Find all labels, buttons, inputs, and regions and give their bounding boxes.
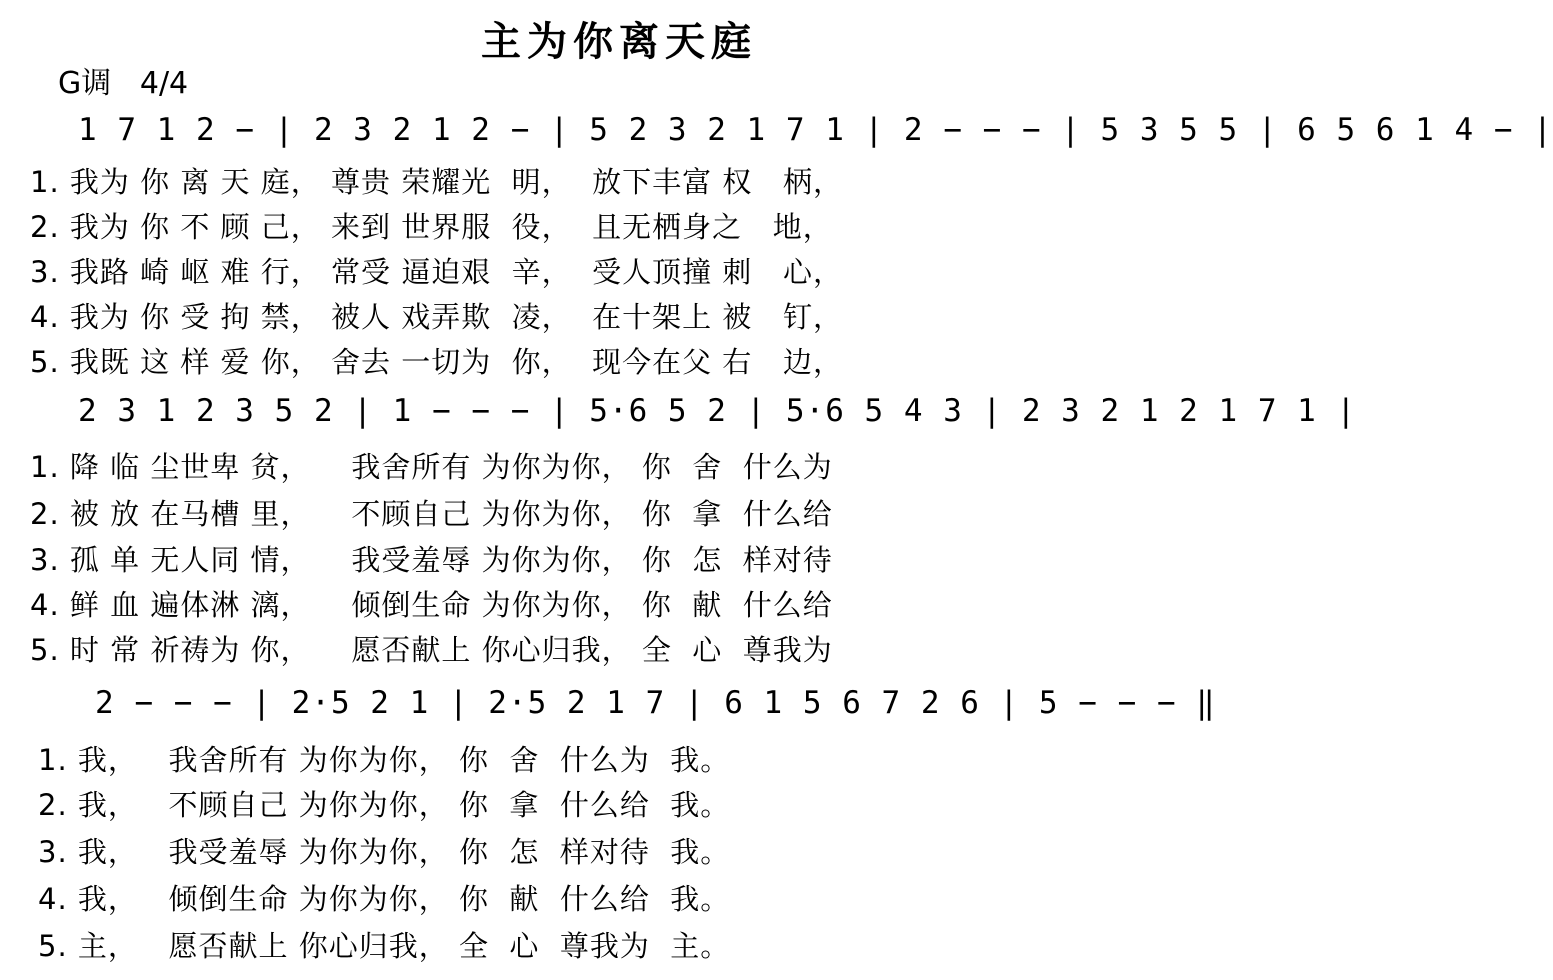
lyric-line: 1. 我， 我舍所有 为你为你， 你 舍 什么为 我。 — [38, 743, 731, 777]
notation-line-2: 2 3 1 2 3 5 2 | 1 − − − | 5·6 5 2 | 5·6 5 4 3 | 2 3 2 1 2 1 7 1 | — [78, 393, 1357, 429]
notation-line-1: 1 7 1 2 − | 2 3 2 1 2 − | 5 2 3 2 1 7 1 | 2 − − − | 5 3 5 5 | 6 5 6 1 4 − | — [78, 112, 1553, 148]
lyric-line: 3. 孤 单 无人同 情， 我受羞辱 为你为你， 你 怎 样对待 — [30, 543, 833, 577]
lyric-line: 4. 鲜 血 遍体淋 漓， 倾倒生命 为你为你， 你 献 什么给 — [30, 588, 833, 622]
notation-line-3: 2 − − − | 2·5 2 1 | 2·5 2 1 7 | 6 1 5 6 7 2 6 | 5 − − − ‖ — [95, 685, 1216, 721]
lyric-line: 3. 我， 我受羞辱 为你为你， 你 怎 样对待 我。 — [38, 835, 731, 869]
lyric-line: 2. 被 放 在马槽 里， 不顾自己 为你为你， 你 拿 什么给 — [30, 497, 833, 531]
lyric-line: 4. 我， 倾倒生命 为你为你， 你 献 什么给 我。 — [38, 882, 731, 916]
lyric-line: 5. 主， 愿否献上 你心归我， 全 心 尊我为 主。 — [38, 929, 731, 963]
lyric-line: 5. 时 常 祈祷为 你， 愿否献上 你心归我， 全 心 尊我为 — [30, 633, 833, 667]
lyric-line: 2. 我， 不顾自己 为你为你， 你 拿 什么给 我。 — [38, 788, 731, 822]
song-title: 主为你离天庭 — [481, 19, 757, 65]
lyric-line: 2. 我为 你 不 顾 己， 来到 世界服 役， 且无栖身之 地， — [30, 210, 833, 244]
lyric-line: 5. 我既 这 样 爱 你， 舍去 一切为 你， 现今在父 右 边， — [30, 345, 843, 379]
lyric-line: 4. 我为 你 受 拘 禁， 被人 戏弄欺 凌， 在十架上 被 钉， — [30, 300, 843, 334]
key-signature: G调 4/4 — [58, 66, 189, 101]
lyric-line: 1. 我为 你 离 天 庭， 尊贵 荣耀光 明， 放下丰富 权 柄， — [30, 165, 843, 199]
lyric-line: 3. 我路 崎 岖 难 行， 常受 逼迫艰 辛， 受人顶撞 刺 心， — [30, 255, 843, 289]
lyric-line: 1. 降 临 尘世卑 贫， 我舍所有 为你为你， 你 舍 什么为 — [30, 450, 833, 484]
